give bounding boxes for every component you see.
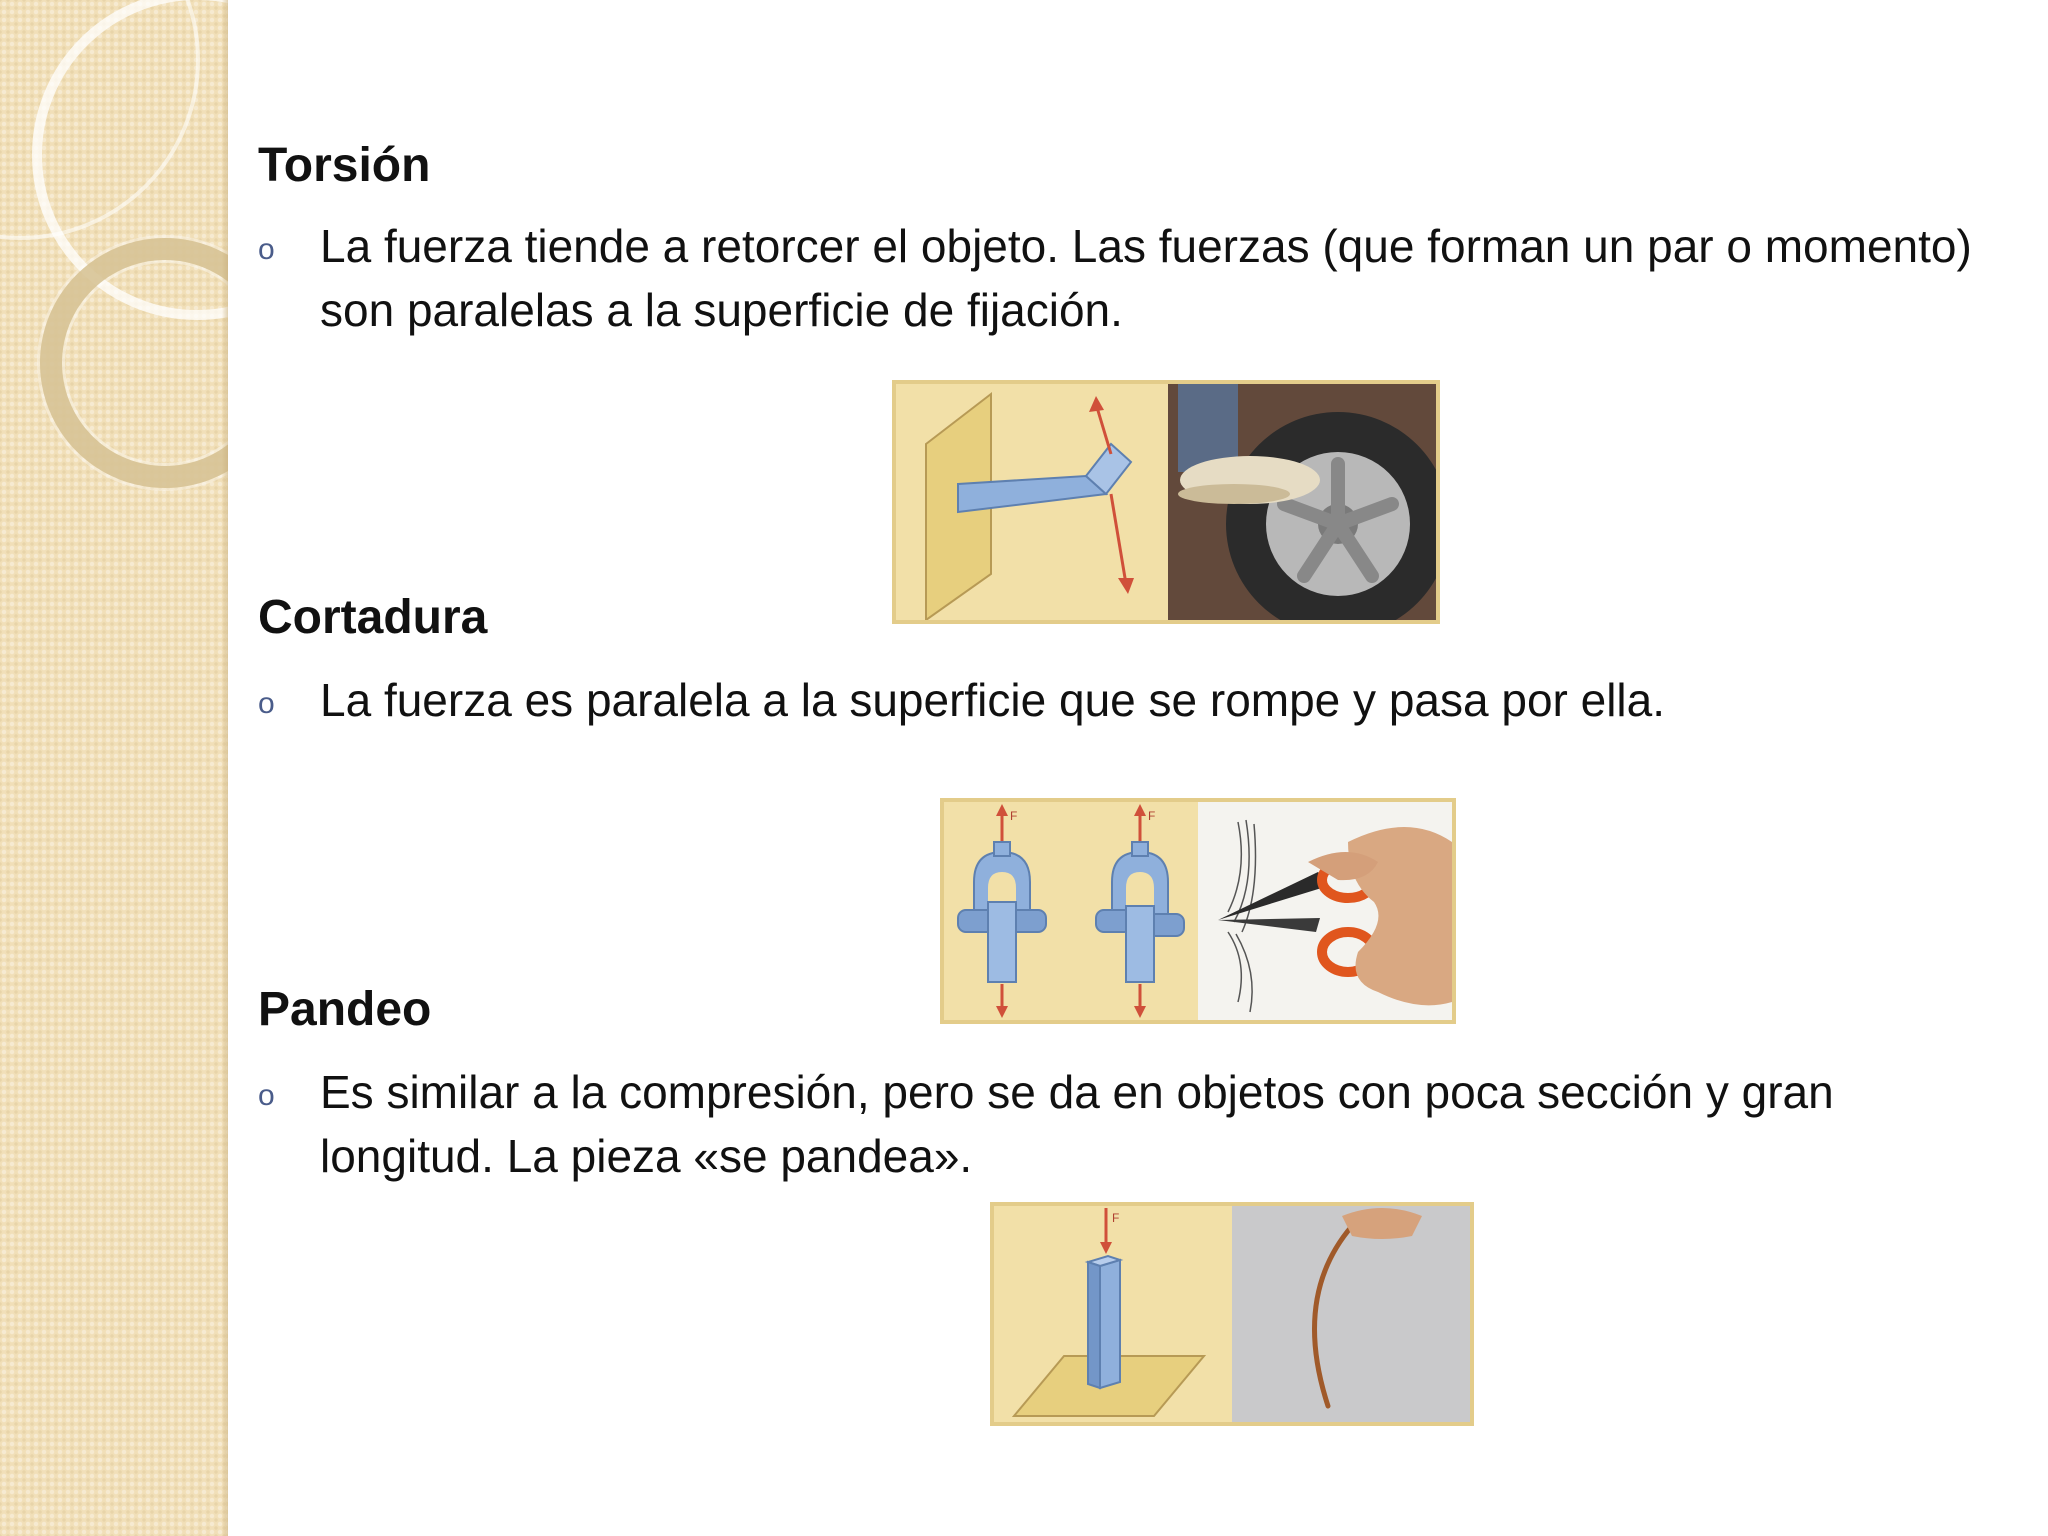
cortadura-figure: [940, 798, 1456, 1024]
decorative-ring: [40, 238, 228, 488]
pandeo-diagram: [994, 1206, 1232, 1422]
bullet-text: Es similar a la compresión, pero se da en objetos con poca sección y gran longitud. La pieza «se pandea».: [320, 1066, 1834, 1182]
cortadura-diagram: [944, 802, 1198, 1020]
bullet-torsion: [258, 214, 1978, 342]
bullet-cortadura: [258, 668, 1978, 736]
bullet-text: La fuerza tiende a retorcer el objeto. Las fuerzas (que forman un par o momento) son paralelas a la superficie de fijación.: [320, 220, 1972, 336]
pandeo-photo-rod: [1232, 1206, 1470, 1422]
bullet-marker: o: [258, 233, 275, 266]
heading-cortadura: Cortadura: [258, 591, 488, 644]
force-label: F: [1112, 1211, 1120, 1225]
cortadura-photo-scissors: [1198, 802, 1452, 1020]
pandeo-figure: [990, 1202, 1474, 1426]
bullet-marker: o: [258, 1079, 275, 1112]
torsion-photo-wheel: [1168, 384, 1436, 620]
bullet-text: La fuerza es paralela a la superficie que se rompe y pasa por ella.: [320, 674, 1666, 726]
bullet-marker: o: [258, 687, 275, 720]
torsion-figure: [892, 380, 1440, 624]
bullet-pandeo: [258, 1060, 1978, 1188]
heading-torsion: Torsión: [258, 139, 431, 192]
decorative-sidebar: [0, 0, 228, 1536]
torsion-diagram: [896, 384, 1168, 620]
force-label: F: [1010, 809, 1018, 823]
heading-pandeo: Pandeo: [258, 983, 432, 1036]
force-label: F: [1148, 809, 1156, 823]
